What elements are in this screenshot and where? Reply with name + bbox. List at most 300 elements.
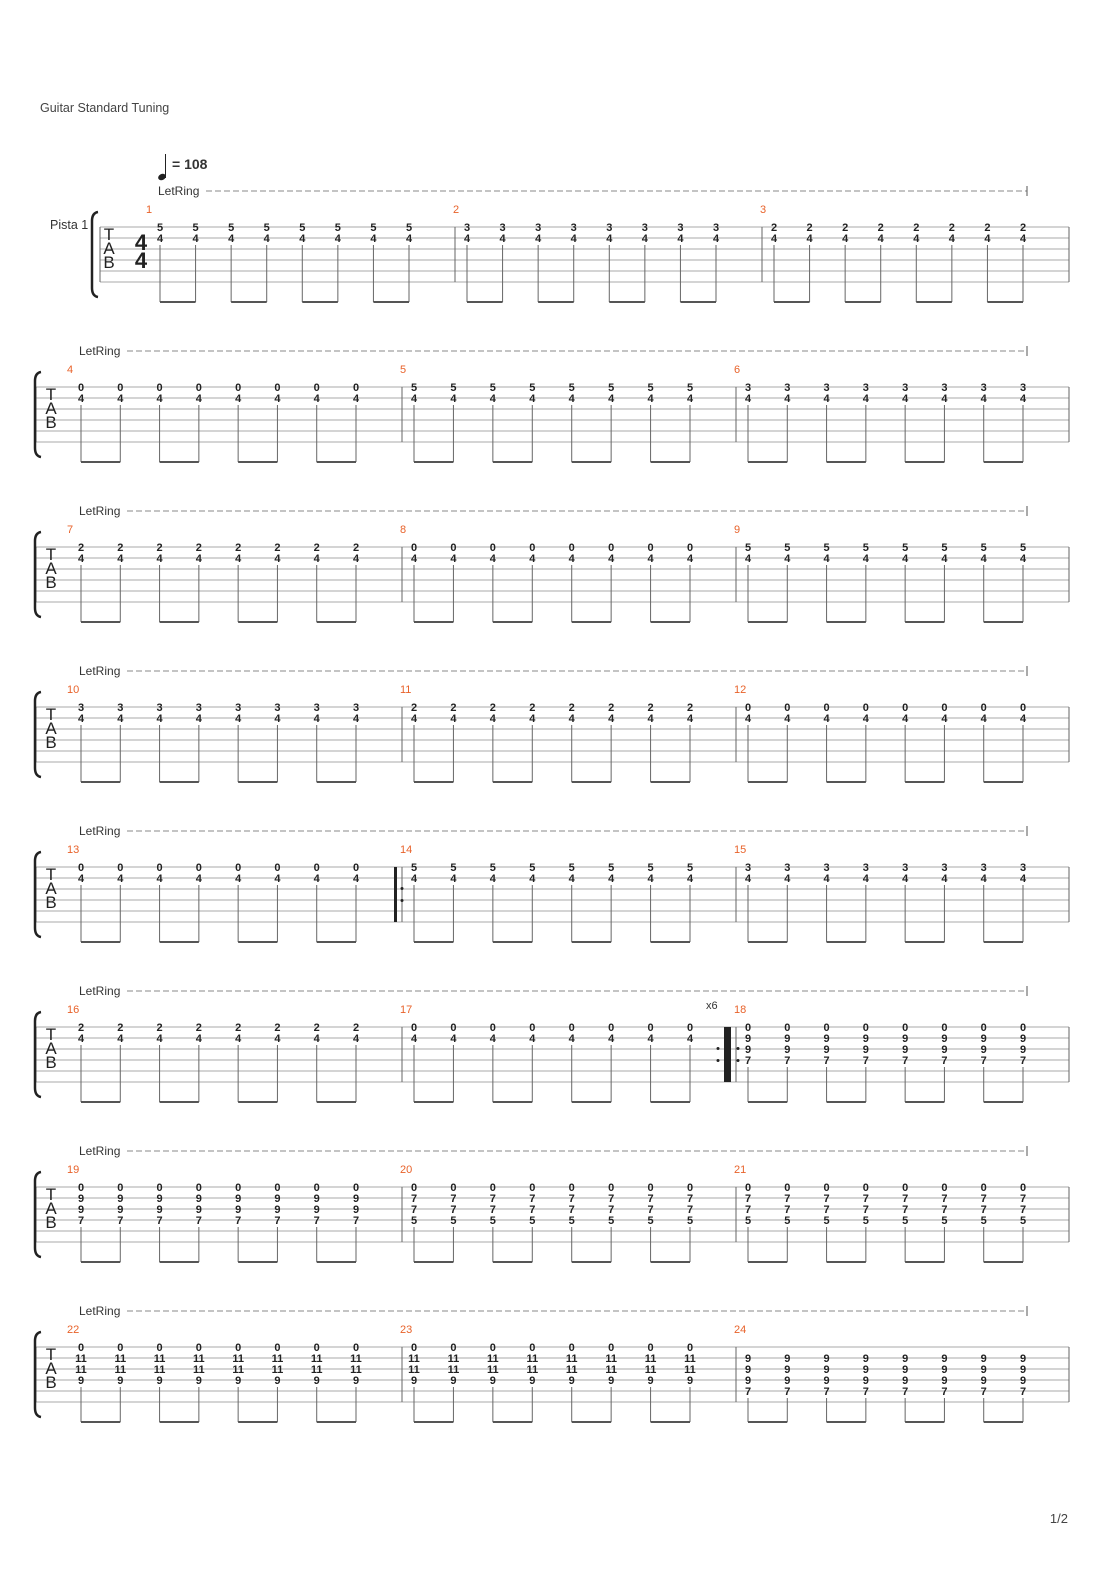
tab-clef-letter: B xyxy=(45,573,57,592)
fret-number: 11 xyxy=(232,1353,244,1365)
system-bracket-icon xyxy=(35,372,41,457)
fret-number: 4 xyxy=(647,393,654,405)
fret-number: 2 xyxy=(117,1022,124,1034)
fret-number: 4 xyxy=(313,713,320,725)
measure-number: 10 xyxy=(67,684,80,696)
fret-number: 5 xyxy=(862,1215,869,1227)
fret-number: 0 xyxy=(352,1182,360,1194)
fret-number: 5 xyxy=(902,1215,909,1227)
fret-number: 9 xyxy=(235,1193,242,1205)
fret-number: 0 xyxy=(744,1182,752,1194)
fret-number: 2 xyxy=(235,1022,242,1034)
fret-number: 4 xyxy=(984,233,991,245)
fret-number: 9 xyxy=(77,1204,85,1216)
fret-number: 3 xyxy=(235,702,242,714)
fret-number: 11 xyxy=(605,1353,617,1365)
fret-number: 4 xyxy=(410,393,418,405)
fret-number: 7 xyxy=(274,1215,281,1227)
fret-number: 4 xyxy=(156,553,163,565)
tab-clef-letter: B xyxy=(45,413,57,432)
fret-number: 9 xyxy=(980,1353,987,1365)
fret-number: 7 xyxy=(862,1055,869,1067)
fret-number: 11 xyxy=(605,1364,617,1376)
fret-number: 2 xyxy=(156,542,163,554)
fret-number: 0 xyxy=(410,1342,418,1354)
tab-clef-letter: T xyxy=(45,865,57,884)
fret-number: 0 xyxy=(862,1182,869,1194)
fret-number: 4 xyxy=(862,713,869,725)
fret-number: 4 xyxy=(744,713,752,725)
fret-number: 4 xyxy=(313,553,320,565)
fret-number: 4 xyxy=(450,873,457,885)
fret-number: 4 xyxy=(117,713,124,725)
fret-number: 0 xyxy=(941,1182,948,1194)
fret-number: 5 xyxy=(608,1215,615,1227)
measure-number: 4 xyxy=(67,364,74,376)
fret-number: 4 xyxy=(1019,873,1027,885)
fret-number: 7 xyxy=(980,1386,987,1398)
fret-number: 7 xyxy=(195,1215,202,1227)
letring-label: LetRing xyxy=(79,984,121,998)
fret-number: 9 xyxy=(117,1193,124,1205)
fret-number: 4 xyxy=(156,393,163,405)
fret-number: 4 xyxy=(313,873,320,885)
fret-number: 9 xyxy=(450,1375,457,1387)
fret-number: 4 xyxy=(608,553,615,565)
fret-number: 0 xyxy=(352,862,360,874)
fret-number: 11 xyxy=(232,1364,244,1376)
fret-number: 0 xyxy=(647,1182,654,1194)
fret-number: 9 xyxy=(117,1375,124,1387)
fret-number: 3 xyxy=(463,222,471,234)
fret-number: 11 xyxy=(114,1353,127,1365)
fret-number: 0 xyxy=(902,1022,909,1034)
fret-number: 5 xyxy=(529,1215,536,1227)
fret-number: 0 xyxy=(489,1022,496,1034)
fret-number: 7 xyxy=(568,1204,575,1216)
tab-clef-letter: A xyxy=(45,1359,57,1378)
fret-number: 0 xyxy=(489,542,496,554)
fret-number: 11 xyxy=(153,1364,166,1376)
fret-number: 4 xyxy=(902,393,909,405)
fret-number: 2 xyxy=(450,702,457,714)
tab-clef-letter: B xyxy=(103,253,115,272)
fret-number: 7 xyxy=(608,1204,615,1216)
fret-number: 4 xyxy=(647,713,654,725)
fret-number: 0 xyxy=(77,862,85,874)
fret-number: 5 xyxy=(744,1215,752,1227)
fret-number: 4 xyxy=(352,393,360,405)
fret-number: 11 xyxy=(75,1364,87,1376)
fret-number: 9 xyxy=(902,1033,909,1045)
fret-number: 4 xyxy=(352,713,360,725)
fret-number: 4 xyxy=(677,233,684,245)
fret-number: 5 xyxy=(450,382,457,394)
system-bracket-icon xyxy=(35,1332,41,1417)
fret-number: 0 xyxy=(686,1022,694,1034)
letring-label: LetRing xyxy=(158,184,200,198)
fret-number: 2 xyxy=(352,1022,360,1034)
fret-number: 3 xyxy=(862,862,869,874)
fret-number: 11 xyxy=(75,1353,87,1365)
fret-number: 0 xyxy=(450,1182,457,1194)
letring-label: LetRing xyxy=(79,824,121,838)
fret-number: 0 xyxy=(902,1182,909,1194)
fret-number: 5 xyxy=(744,542,752,554)
measure-number: 16 xyxy=(67,1004,80,1016)
fret-number: 7 xyxy=(608,1193,615,1205)
fret-number: 4 xyxy=(529,873,536,885)
fret-number: 3 xyxy=(980,862,987,874)
page-number: 1/2 xyxy=(1049,1511,1068,1526)
fret-number: 4 xyxy=(489,553,496,565)
fret-number: 5 xyxy=(568,1215,575,1227)
fret-number: 0 xyxy=(568,1022,575,1034)
fret-number: 3 xyxy=(535,222,542,234)
system-bracket-icon xyxy=(35,692,41,777)
fret-number: 4 xyxy=(489,713,496,725)
measure-number: 14 xyxy=(400,844,413,856)
fret-number: 5 xyxy=(370,222,377,234)
fret-number: 11 xyxy=(644,1364,657,1376)
fret-number: 3 xyxy=(352,702,360,714)
repeat-dot xyxy=(401,887,404,890)
fret-number: 4 xyxy=(535,233,542,245)
fret-number: 9 xyxy=(568,1375,575,1387)
tab-clef-letter: T xyxy=(45,1185,57,1204)
fret-number: 0 xyxy=(195,1182,202,1194)
fret-number: 4 xyxy=(192,233,199,245)
fret-number: 4 xyxy=(980,713,987,725)
fret-number: 9 xyxy=(489,1375,496,1387)
system-bracket-icon xyxy=(92,212,98,297)
fret-number: 4 xyxy=(410,1033,418,1045)
fret-number: 0 xyxy=(529,1022,536,1034)
fret-number: 3 xyxy=(744,382,752,394)
time-signature-digit: 4 xyxy=(134,248,148,273)
fret-number: 7 xyxy=(744,1386,752,1398)
fret-number: 4 xyxy=(410,873,418,885)
fret-number: 9 xyxy=(313,1204,320,1216)
fret-number: 7 xyxy=(117,1215,124,1227)
fret-number: 4 xyxy=(862,873,869,885)
fret-number: 9 xyxy=(980,1364,987,1376)
fret-number: 0 xyxy=(313,862,320,874)
fret-number: 0 xyxy=(529,1342,536,1354)
fret-number: 2 xyxy=(313,542,320,554)
fret-number: 5 xyxy=(156,222,164,234)
repeat-dot xyxy=(717,1059,720,1062)
fret-number: 4 xyxy=(450,553,457,565)
fret-number: 4 xyxy=(862,393,869,405)
fret-number: 4 xyxy=(902,873,909,885)
fret-number: 5 xyxy=(686,382,694,394)
fret-number: 0 xyxy=(352,1342,360,1354)
fret-number: 3 xyxy=(1019,382,1027,394)
measure-number: 7 xyxy=(67,524,74,536)
measure-number: 11 xyxy=(400,684,412,696)
fret-number: 0 xyxy=(274,862,281,874)
fret-number: 9 xyxy=(410,1375,418,1387)
fret-number: 9 xyxy=(941,1033,948,1045)
fret-number: 3 xyxy=(677,222,684,234)
system-bracket-icon xyxy=(35,532,41,617)
fret-number: 4 xyxy=(313,393,320,405)
fret-number: 7 xyxy=(902,1386,909,1398)
fret-number: 11 xyxy=(447,1364,460,1376)
fret-number: 4 xyxy=(842,233,849,245)
tab-clef-letter: T xyxy=(45,1025,57,1044)
fret-number: 4 xyxy=(235,1033,242,1045)
fret-number: 9 xyxy=(313,1375,320,1387)
fret-number: 4 xyxy=(913,233,920,245)
fret-number: 7 xyxy=(862,1193,869,1205)
fret-number: 4 xyxy=(570,233,577,245)
fret-number: 4 xyxy=(299,233,306,245)
fret-number: 7 xyxy=(1019,1204,1027,1216)
fret-number: 0 xyxy=(647,1022,654,1034)
fret-number: 9 xyxy=(823,1353,830,1365)
fret-number: 9 xyxy=(744,1375,752,1387)
fret-number: 4 xyxy=(235,713,242,725)
fret-number: 7 xyxy=(784,1193,791,1205)
fret-number: 4 xyxy=(902,713,909,725)
fret-number: 5 xyxy=(489,1215,496,1227)
fret-number: 0 xyxy=(156,862,163,874)
fret-number: 9 xyxy=(235,1375,242,1387)
fret-number: 9 xyxy=(117,1204,124,1216)
fret-number: 3 xyxy=(313,702,320,714)
fret-number: 4 xyxy=(806,233,813,245)
system-bracket-icon xyxy=(35,1172,41,1257)
fret-number: 7 xyxy=(489,1193,496,1205)
fret-number: 5 xyxy=(647,1215,654,1227)
fret-number: 7 xyxy=(980,1193,987,1205)
tab-clef-letter: T xyxy=(45,705,57,724)
fret-number: 4 xyxy=(606,233,613,245)
fret-number: 4 xyxy=(823,873,830,885)
fret-number: 7 xyxy=(529,1204,536,1216)
fret-number: 4 xyxy=(784,713,791,725)
fret-number: 4 xyxy=(686,713,694,725)
fret-number: 4 xyxy=(195,393,202,405)
tab-clef-letter: A xyxy=(45,1199,57,1218)
fret-number: 11 xyxy=(684,1353,696,1365)
fret-number: 0 xyxy=(195,1342,202,1354)
fret-number: 5 xyxy=(941,1215,948,1227)
fret-number: 0 xyxy=(77,382,85,394)
fret-number: 3 xyxy=(784,862,791,874)
fret-number: 0 xyxy=(686,1342,694,1354)
fret-number: 11 xyxy=(350,1353,362,1365)
fret-number: 7 xyxy=(686,1204,694,1216)
fret-number: 5 xyxy=(489,382,496,394)
fret-number: 4 xyxy=(568,393,575,405)
fret-number: 11 xyxy=(408,1364,420,1376)
fret-number: 2 xyxy=(274,1022,281,1034)
fret-number: 11 xyxy=(310,1353,323,1365)
fret-number: 0 xyxy=(608,542,615,554)
fret-number: 4 xyxy=(948,233,955,245)
fret-number: 5 xyxy=(823,542,830,554)
fret-number: 4 xyxy=(156,713,163,725)
fret-number: 4 xyxy=(117,553,124,565)
fret-number: 0 xyxy=(980,1022,987,1034)
fret-number: 7 xyxy=(784,1386,791,1398)
fret-number: 0 xyxy=(1019,1182,1027,1194)
fret-number: 4 xyxy=(647,1033,654,1045)
fret-number: 0 xyxy=(156,382,163,394)
fret-number: 3 xyxy=(941,862,948,874)
fret-number: 0 xyxy=(410,542,418,554)
fret-number: 2 xyxy=(117,542,124,554)
fret-number: 9 xyxy=(744,1353,752,1365)
fret-number: 0 xyxy=(489,1182,496,1194)
fret-number: 7 xyxy=(410,1204,418,1216)
fret-number: 11 xyxy=(310,1364,323,1376)
fret-number: 11 xyxy=(565,1353,578,1365)
fret-number: 3 xyxy=(902,382,909,394)
tab-clef-letter: A xyxy=(103,239,115,258)
fret-number: 4 xyxy=(352,1033,360,1045)
measure-number: 19 xyxy=(67,1164,80,1176)
fret-number: 3 xyxy=(941,382,948,394)
fret-number: 11 xyxy=(565,1364,578,1376)
fret-number: 5 xyxy=(862,542,869,554)
fret-number: 5 xyxy=(784,1215,791,1227)
fret-number: 4 xyxy=(274,873,281,885)
fret-number: 5 xyxy=(647,862,654,874)
fret-number: 0 xyxy=(274,1182,281,1194)
fret-number: 11 xyxy=(114,1364,127,1376)
fret-number: 4 xyxy=(77,1033,85,1045)
fret-number: 3 xyxy=(570,222,577,234)
fret-number: 5 xyxy=(941,542,948,554)
fret-number: 3 xyxy=(499,222,506,234)
fret-number: 4 xyxy=(686,553,694,565)
measure-number: 12 xyxy=(734,684,747,696)
fret-number: 4 xyxy=(235,553,242,565)
fret-number: 7 xyxy=(784,1055,791,1067)
fret-number: 7 xyxy=(823,1204,830,1216)
fret-number: 0 xyxy=(77,1342,85,1354)
fret-number: 4 xyxy=(352,873,360,885)
fret-number: 0 xyxy=(686,542,694,554)
fret-number: 9 xyxy=(195,1375,202,1387)
fret-number: 2 xyxy=(842,222,849,234)
fret-number: 4 xyxy=(941,393,948,405)
fret-number: 4 xyxy=(117,393,124,405)
fret-number: 9 xyxy=(784,1375,791,1387)
fret-number: 4 xyxy=(405,233,413,245)
fret-number: 4 xyxy=(195,713,202,725)
fret-number: 9 xyxy=(784,1364,791,1376)
fret-number: 4 xyxy=(77,873,85,885)
fret-number: 4 xyxy=(941,873,948,885)
fret-number: 7 xyxy=(156,1215,163,1227)
fret-number: 5 xyxy=(686,1215,694,1227)
fret-number: 2 xyxy=(806,222,813,234)
fret-number: 4 xyxy=(647,873,654,885)
fret-number: 7 xyxy=(529,1193,536,1205)
fret-number: 9 xyxy=(902,1044,909,1056)
fret-number: 3 xyxy=(274,702,281,714)
repeat-dot xyxy=(737,1059,740,1062)
fret-number: 9 xyxy=(1019,1033,1027,1045)
fret-number: 11 xyxy=(193,1364,205,1376)
fret-number: 9 xyxy=(274,1193,281,1205)
fret-number: 2 xyxy=(489,702,496,714)
fret-number: 3 xyxy=(195,702,202,714)
fret-number: 2 xyxy=(770,222,778,234)
fret-number: 4 xyxy=(941,713,948,725)
fret-number: 7 xyxy=(744,1204,752,1216)
fret-number: 5 xyxy=(489,862,496,874)
fret-number: 9 xyxy=(902,1364,909,1376)
fret-number: 0 xyxy=(235,1182,242,1194)
fret-number: 5 xyxy=(529,862,536,874)
fret-number: 0 xyxy=(980,1182,987,1194)
fret-number: 5 xyxy=(608,382,615,394)
fret-number: 4 xyxy=(529,1033,536,1045)
fret-number: 2 xyxy=(77,1022,85,1034)
fret-number: 0 xyxy=(647,1342,654,1354)
fret-number: 7 xyxy=(902,1193,909,1205)
tab-clef-letter: A xyxy=(45,559,57,578)
fret-number: 2 xyxy=(1019,222,1027,234)
fret-number: 9 xyxy=(862,1364,869,1376)
fret-number: 9 xyxy=(274,1204,281,1216)
fret-number: 5 xyxy=(228,222,235,234)
fret-number: 9 xyxy=(156,1193,163,1205)
fret-number: 4 xyxy=(770,233,778,245)
fret-number: 0 xyxy=(235,862,242,874)
fret-number: 0 xyxy=(608,1342,615,1354)
fret-number: 0 xyxy=(941,702,948,714)
fret-number: 7 xyxy=(902,1204,909,1216)
tab-clef-letter: B xyxy=(45,893,57,912)
fret-number: 9 xyxy=(1019,1364,1027,1376)
fret-number: 7 xyxy=(686,1193,694,1205)
fret-number: 3 xyxy=(744,862,752,874)
fret-number: 9 xyxy=(1019,1353,1027,1365)
fret-number: 0 xyxy=(450,1342,457,1354)
fret-number: 2 xyxy=(877,222,884,234)
fret-number: 5 xyxy=(529,382,536,394)
fret-number: 0 xyxy=(608,1022,615,1034)
fret-number: 3 xyxy=(980,382,987,394)
fret-number: 0 xyxy=(450,542,457,554)
fret-number: 5 xyxy=(1019,1215,1027,1227)
fret-number: 4 xyxy=(980,553,987,565)
fret-number: 7 xyxy=(823,1386,830,1398)
fret-number: 11 xyxy=(153,1353,166,1365)
fret-number: 4 xyxy=(529,713,536,725)
fret-number: 9 xyxy=(902,1353,909,1365)
fret-number: 4 xyxy=(902,553,909,565)
measure-number: 6 xyxy=(734,364,741,376)
fret-number: 2 xyxy=(608,702,615,714)
fret-number: 4 xyxy=(117,873,124,885)
measure-number: 23 xyxy=(400,1324,413,1336)
fret-number: 2 xyxy=(647,702,654,714)
fret-number: 0 xyxy=(568,542,575,554)
fret-number: 7 xyxy=(352,1215,360,1227)
time-signature-digit: 4 xyxy=(134,230,148,255)
tab-clef-letter: T xyxy=(45,385,57,404)
letring-label: LetRing xyxy=(79,1144,121,1158)
fret-number: 4 xyxy=(235,393,242,405)
